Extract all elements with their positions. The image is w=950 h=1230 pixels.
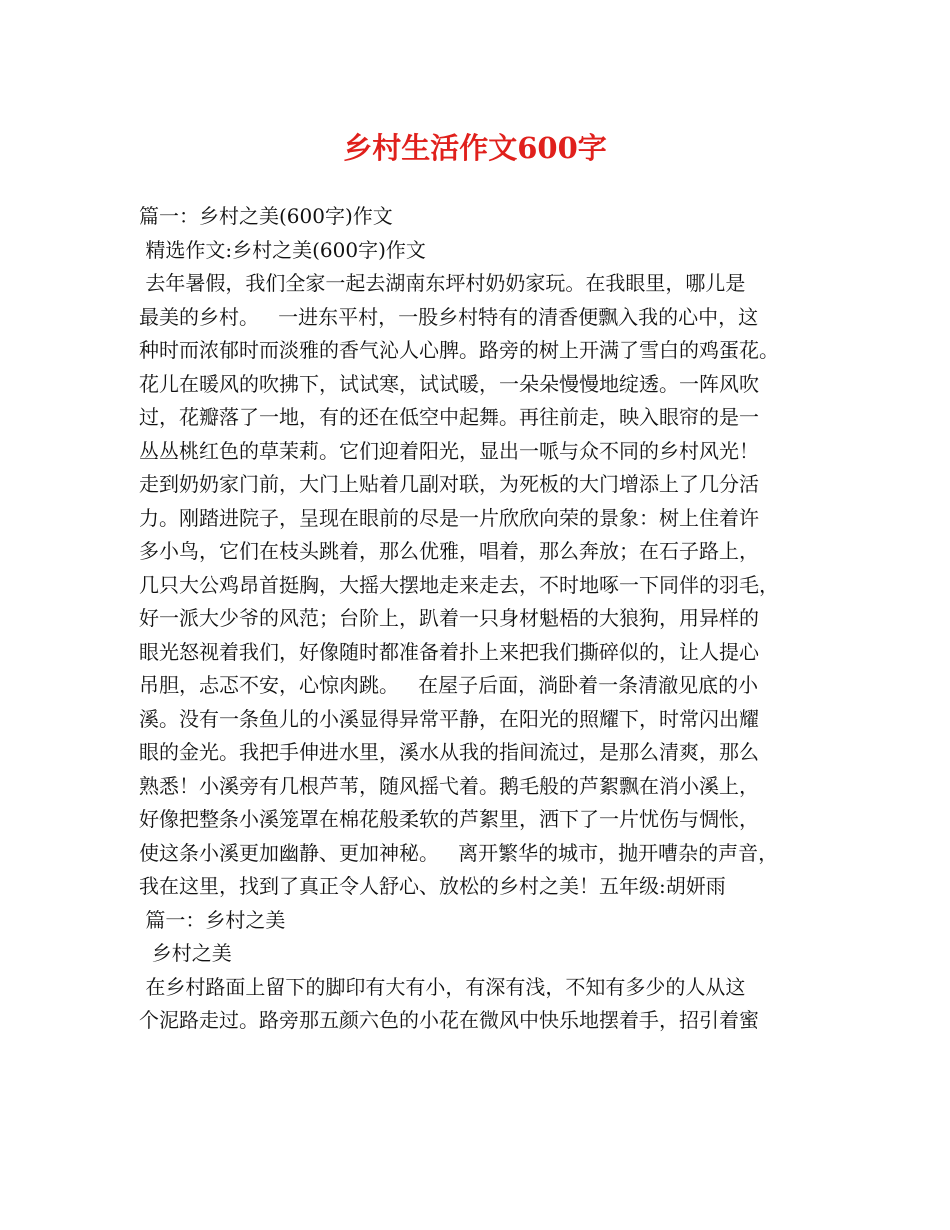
text-line: 个泥路走过。路旁那五颜六色的小花在微风中快乐地摆着手，招引着蜜 — [139, 1008, 759, 1032]
text-line: 熟悉！小溪旁有几根芦苇，随风摇弋着。鹅毛般的芦絮飘在消小溪上， — [139, 773, 759, 798]
text-line: 在乡村路面上留下的脚印有大有小，有深有浅，不知有多少的人从这 — [139, 974, 746, 999]
text-line: 好像把整条小溪笼罩在棉花般柔软的芦絮里，洒下了一片忧伤与惆怅， — [139, 807, 759, 831]
document-body — [139, 200, 829, 1038]
text-line: 种时而浓郁时而淡雅的香气沁人心脾。路旁的树上开满了雪白的鸡蛋花。 — [139, 338, 779, 362]
text-line: 篇一：乡村之美 — [139, 907, 286, 932]
text-line: 使这条小溪更加幽静、更加神秘。 离开繁华的城市，抛开嘈杂的声音， — [139, 840, 779, 865]
text-line: 去年暑假，我们全家一起去湖南东坪村奶奶家玩。在我眼里，哪儿是 — [139, 271, 746, 295]
text-line: 乡村之美 — [139, 941, 232, 965]
text-line: 最美的乡村。 一进东平村，一股乡村特有的清香便飘入我的心中，这 — [139, 304, 759, 329]
text-line: 力。刚踏进院子，呈现在眼前的尽是一片欣欣向荣的景象：树上住着许 — [139, 505, 759, 530]
text-line: 几只大公鸡昂首挺胸，大摇大摆地走来走去，不时地啄一下同伴的羽毛， — [139, 572, 779, 597]
text-line: 眼光怒视着我们，好像随时都准备着扑上来把我们撕碎似的，让人提心 — [139, 639, 759, 664]
document-title: 乡村生活作文600字 — [343, 131, 607, 165]
text-line: 溪。没有一条鱼儿的小溪显得异常平静，在阳光的照耀下，时常闪出耀 — [139, 706, 759, 731]
text-line: 篇一：乡村之美(600字)作文 — [139, 204, 393, 228]
text-line: 精选作文:乡村之美(600字)作文 — [139, 237, 426, 262]
text-line: 吊胆，忐忑不安，心惊肉跳。 在屋子后面，淌卧着一条清澈见底的小 — [139, 673, 759, 697]
text-line: 多小鸟，它们在枝头跳着，那么优雅，唱着，那么奔放；在石子路上， — [139, 539, 759, 563]
text-line: 过，花瓣落了一地，有的还在低空中起舞。再往前走，映入眼帘的是一 — [139, 405, 759, 429]
text-line: 眼的金光。我把手伸进水里，溪水从我的指间流过，是那么清爽，那么 — [139, 740, 759, 764]
text-line: 好一派大少爷的风范；台阶上，趴着一只身材魁梧的大狼狗，用异样的 — [139, 606, 759, 630]
text-line: 丛丛桃红色的草茉莉。它们迎着阳光，显出一哌与众不同的乡村风光！ — [139, 438, 759, 463]
text-line: 走到奶奶家门前，大门上贴着几副对联，为死板的大门增添上了几分活 — [139, 472, 759, 496]
text-line: 花儿在暖风的吹拂下，试试寒，试试暖，一朵朵慢慢地绽透。一阵风吹 — [139, 371, 759, 396]
text-line: 我在这里，找到了真正令人舒心、放松的乡村之美！五年级:胡妍雨 — [139, 874, 726, 898]
